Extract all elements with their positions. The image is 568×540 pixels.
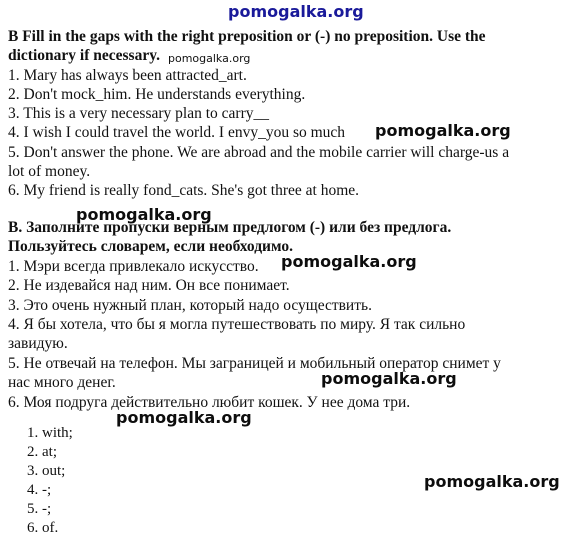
watermark-small: pomogalka.org <box>168 52 251 65</box>
english-item-6: 6. My friend is really fond_cats. She's got three at home. <box>8 182 360 199</box>
english-item-3: 3. This is a very necessary plan to carry__ <box>8 105 269 122</box>
answer-4: 4. -; <box>27 482 52 498</box>
watermark-top: pomogalka.org <box>228 2 364 21</box>
english-heading-line-2: dictionary if necessary. <box>8 47 160 64</box>
russian-item-3: 3. Это очень нужный план, который надо осуществить. <box>8 297 372 314</box>
watermark: pomogalka.org <box>76 205 212 224</box>
english-item-4: 4. I wish I could travel the world. I envy_you so much <box>8 124 346 141</box>
russian-item-2: 2. Не издевайся над ним. Он все понимает. <box>8 277 290 294</box>
watermark: pomogalka.org <box>424 472 560 491</box>
english-item-5-cont: lot of money. <box>8 163 91 180</box>
watermark: pomogalka.org <box>116 408 252 427</box>
russian-item-1: 1. Мэри всегда привлекало искусство. <box>8 258 259 275</box>
english-item-5: 5. Don't answer the phone. We are abroad and the mobile carrier will charge-us a <box>8 144 510 161</box>
russian-item-4: 4. Я бы хотела, что бы я могла путешествовать по миру. Я так сильно <box>8 316 466 333</box>
answer-1: 1. with; <box>27 425 73 441</box>
watermark: pomogalka.org <box>375 121 511 140</box>
russian-item-5: 5. Не отвечай на телефон. Мы заграницей и мобильный оператор снимет у <box>8 355 501 372</box>
english-heading-line-1: B Fill in the gaps with the right preposition or (-) no preposition. Use the <box>8 28 486 45</box>
russian-heading-line-2: Пользуйтесь словарем, если необходимо. <box>8 238 293 255</box>
english-item-2: 2. Don't mock_him. He understands everything. <box>8 86 306 103</box>
english-item-1: 1. Mary has always been attracted_art. <box>8 67 247 84</box>
watermark: pomogalka.org <box>321 369 457 388</box>
answer-3: 3. out; <box>27 463 66 479</box>
answer-5: 5. -; <box>27 501 52 517</box>
russian-item-4-cont: завидую. <box>8 335 68 352</box>
russian-item-5-cont: нас много денег. <box>8 374 116 391</box>
russian-heading-line-1: В. Заполните пропуски верным предлогом (-) или без предлога. <box>8 219 452 236</box>
answer-2: 2. at; <box>27 444 57 460</box>
watermark: pomogalka.org <box>281 252 417 271</box>
russian-item-6: 6. Моя подруга действительно любит кошек. У нее дома три. <box>8 394 411 411</box>
answer-6: 6. of. <box>27 520 59 536</box>
